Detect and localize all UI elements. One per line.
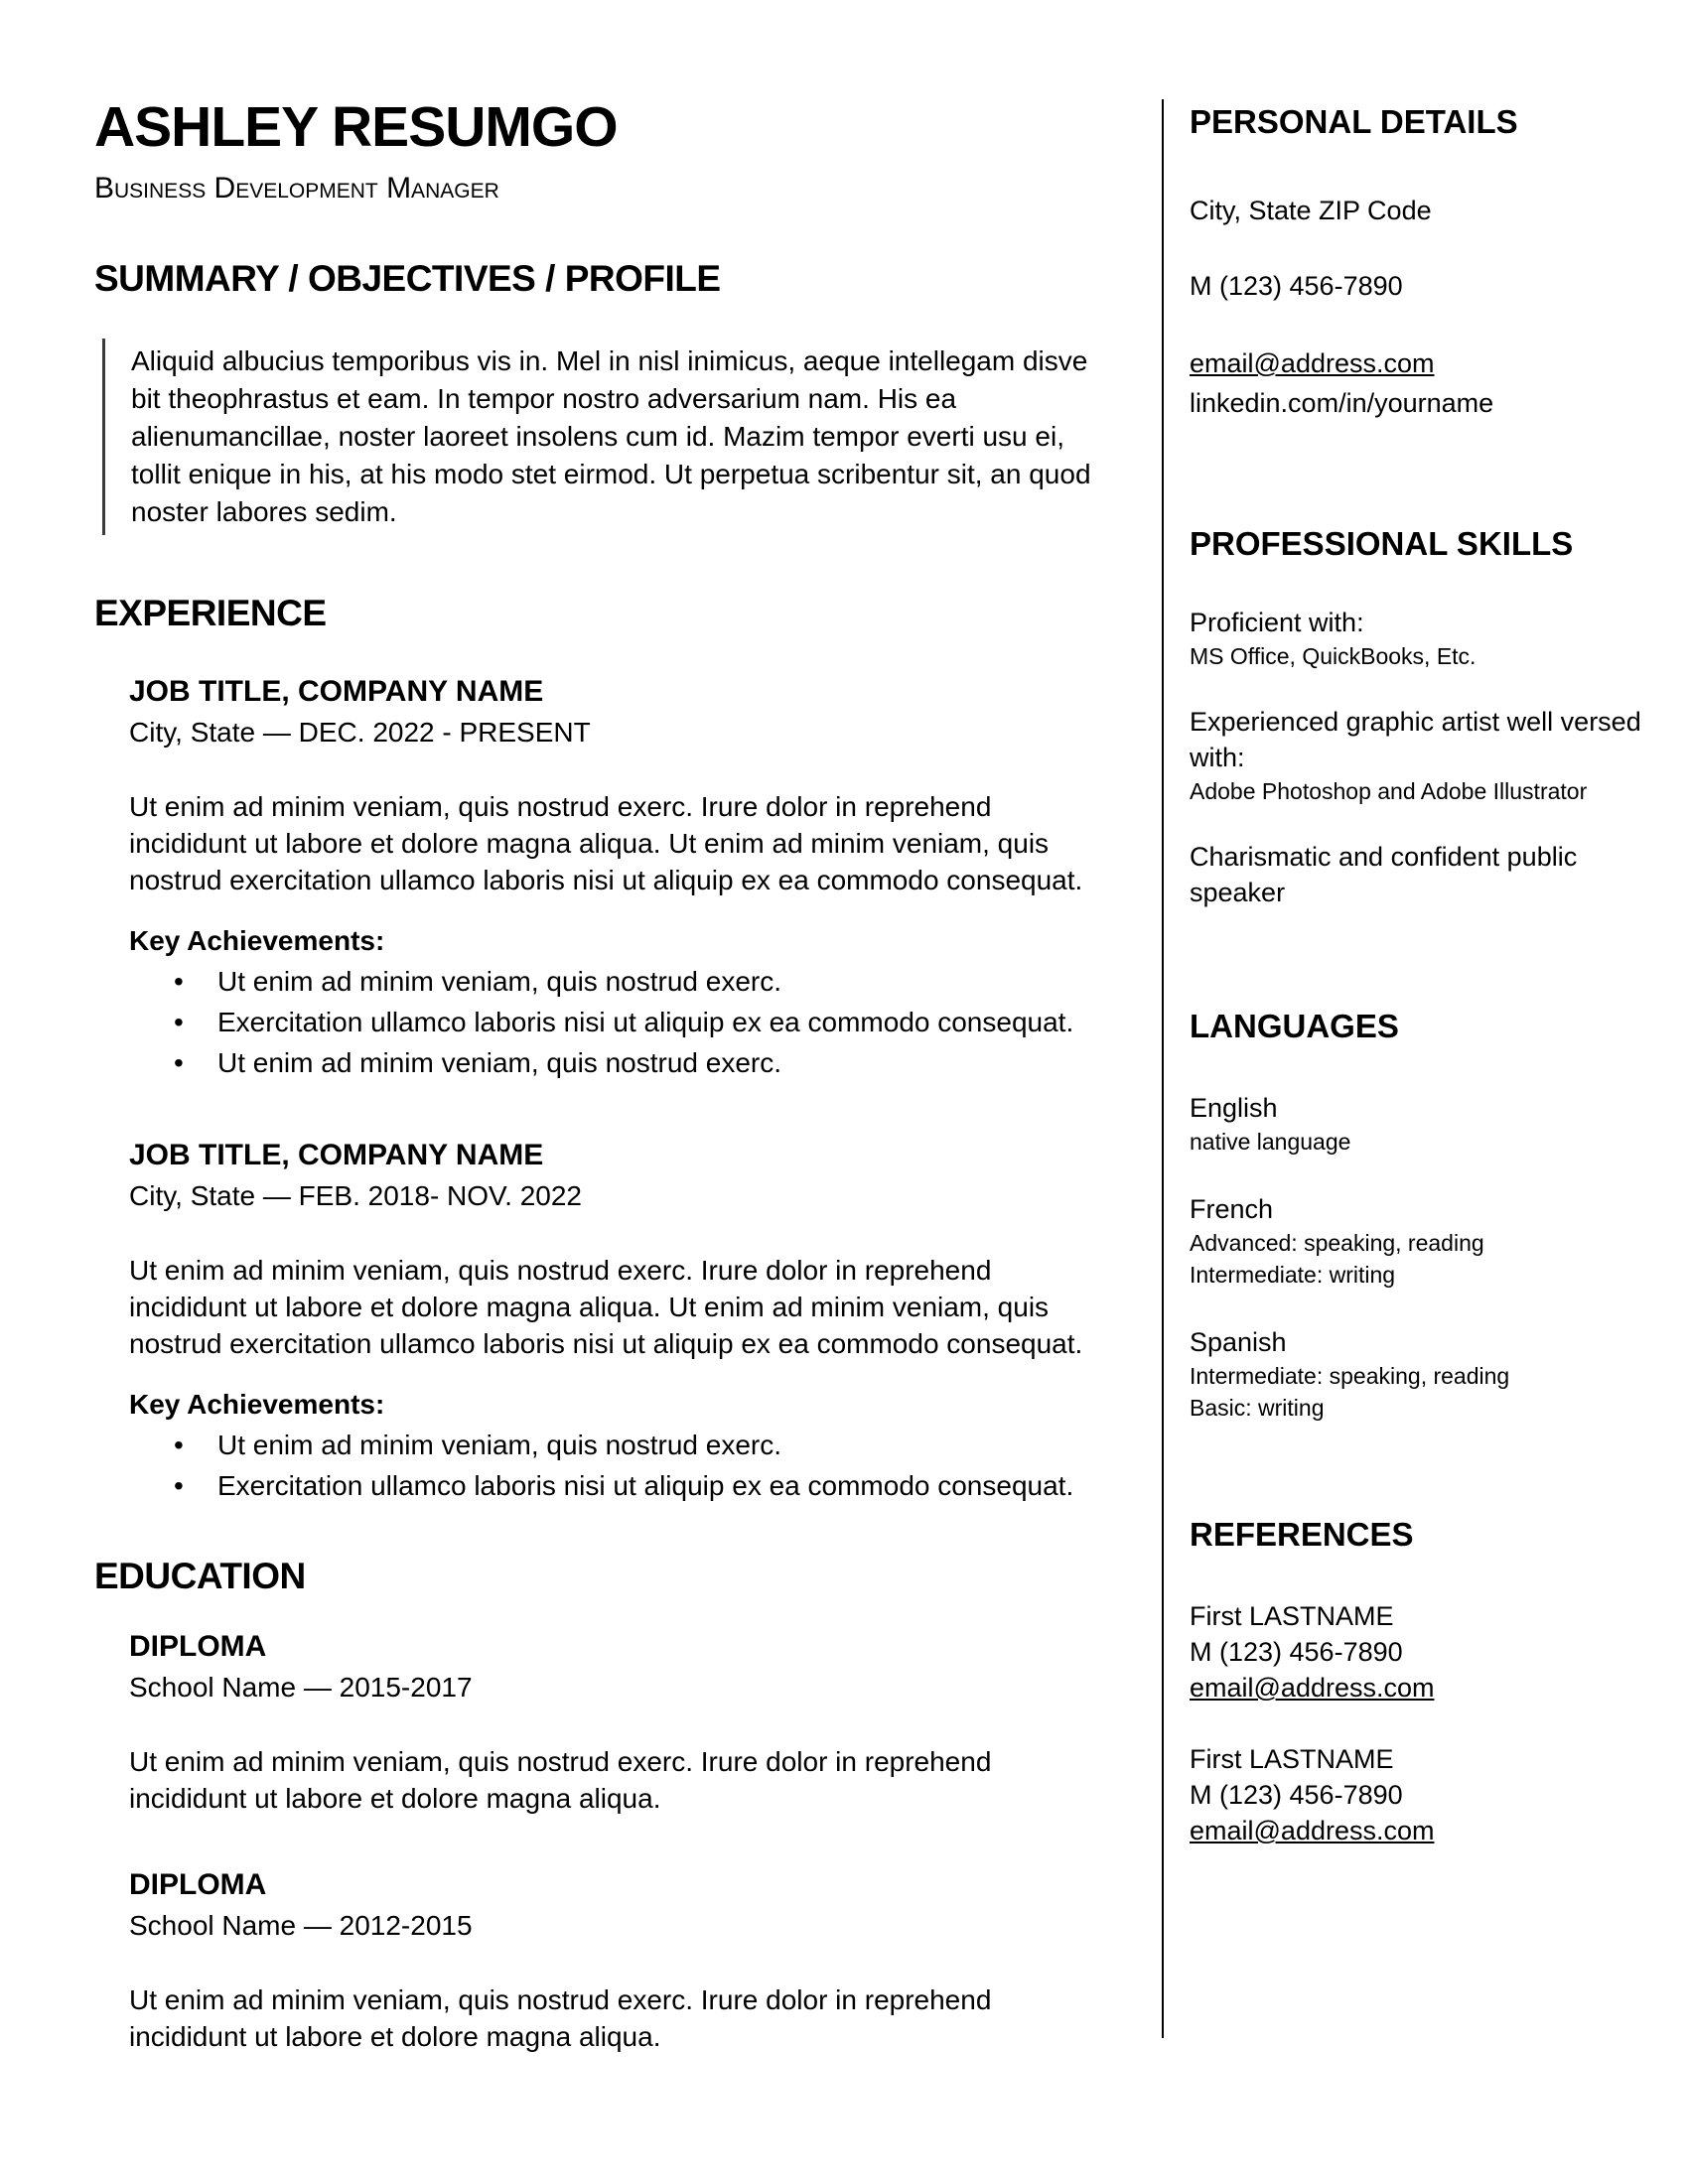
skill-group — [1190, 704, 1648, 807]
achievement-item: • Exercitation ullamco laboris nisi ut aliquip ex ea commodo consequat. — [174, 1002, 1107, 1042]
job-description: Ut enim ad minim veniam, quis nostrud exerc. Irure dolor in reprehend incididunt ut labore et dolore magna aliqua. Ut enim ad minim veniam, quis nostrud exercitation ullamco laboris nisi ut aliquip ex ea commodo consequat. — [129, 1255, 1083, 1359]
reference-name: First LASTNAME — [1190, 1744, 1394, 1774]
job-entry — [129, 1139, 1107, 1506]
candidate-job-title: Business Development Manager — [94, 172, 499, 205]
reference-email-link[interactable]: email@address.com — [1190, 1673, 1435, 1703]
education-heading: EDUCATION — [94, 1556, 306, 1596]
school-dates: School Name — 2015-2017 — [129, 1672, 473, 1703]
references-heading: REFERENCES — [1190, 1516, 1414, 1553]
language-name: French — [1190, 1194, 1274, 1224]
language-item — [1190, 1191, 1648, 1291]
language-level: Intermediate: speaking, reading — [1190, 1363, 1510, 1389]
language-level: Basic: writing — [1190, 1395, 1325, 1421]
education-description: Ut enim ad minim veniam, quis nostrud exerc. Irure dolor in reprehend incididunt ut labore et dolore magna aliqua. — [129, 1984, 992, 2052]
job-location-dates: City, State — DEC. 2022 - PRESENT — [129, 717, 591, 748]
degree-title: DIPLOMA — [129, 1630, 267, 1663]
job-location-dates: City, State — FEB. 2018- NOV. 2022 — [129, 1180, 582, 1211]
reference-item — [1190, 1741, 1648, 1848]
reference-item — [1190, 1598, 1648, 1706]
languages-section — [1190, 1010, 1648, 1424]
language-item — [1190, 1324, 1648, 1424]
achievements-list — [129, 961, 1107, 1083]
professional-skills-section — [1190, 527, 1648, 910]
skill-detail: Adobe Photoshop and Adobe Illustrator — [1190, 778, 1588, 804]
linkedin-handle: linkedin.com/in/yourname — [1190, 388, 1494, 418]
language-item — [1190, 1090, 1648, 1158]
candidate-name: ASHLEY RESUMGO — [94, 95, 618, 159]
achievement-item: • Ut enim ad minim veniam, quis nostrud exerc. — [174, 1425, 1107, 1465]
achievements-label: Key Achievements: — [129, 1389, 385, 1420]
language-level: Intermediate: writing — [1190, 1262, 1396, 1288]
skill-label: Proficient with: — [1190, 608, 1364, 637]
reference-phone: M (123) 456-7890 — [1190, 1780, 1403, 1810]
education-entry — [129, 1868, 1107, 2055]
experience-section — [94, 595, 1107, 1506]
education-entry — [129, 1630, 1107, 1817]
achievements-label: Key Achievements: — [129, 925, 385, 956]
language-level: Advanced: speaking, reading — [1190, 1230, 1484, 1256]
professional-skills-heading: PROFESSIONAL SKILLS — [1190, 525, 1574, 562]
personal-details-heading: PERSONAL DETAILS — [1190, 103, 1518, 140]
email-link[interactable]: email@address.com — [1190, 348, 1435, 378]
personal-details-section — [1190, 105, 1648, 423]
references-section — [1190, 1518, 1648, 1848]
phone-number: M (123) 456-7890 — [1190, 271, 1403, 301]
job-description: Ut enim ad minim veniam, quis nostrud exerc. Irure dolor in reprehend incididunt ut labore et dolore magna aliqua. Ut enim ad minim veniam, quis nostrud exercitation ullamco laboris nisi ut aliquip ex ea commodo consequat. — [129, 791, 1083, 895]
education-description: Ut enim ad minim veniam, quis nostrud exerc. Irure dolor in reprehend incididunt ut labore et dolore magna aliqua. — [129, 1746, 992, 1814]
resume-header — [94, 95, 1107, 205]
address-line: City, State ZIP Code — [1190, 196, 1432, 225]
skill-group — [1190, 605, 1648, 672]
summary-text: Aliquid albucius temporibus vis in. Mel in nisl inimicus, aeque intellegam disve bit theophrastus et eam. In tempor nostro adversarium nam. His ea alienumancillae, noster laoreet insolens cum id. Mazim tempor everti usu ei, tollit enique in his, at his modo stet eirmod. Ut perpetua scribentur sit, an quod noster labores sedim. — [102, 339, 1107, 535]
skill-label: Experienced graphic artist well versed with: — [1190, 707, 1641, 772]
sidebar-column — [1164, 99, 1648, 2184]
language-level: native language — [1190, 1129, 1351, 1155]
language-name: English — [1190, 1093, 1278, 1123]
degree-title: DIPLOMA — [129, 1868, 267, 1901]
achievement-item: • Ut enim ad minim veniam, quis nostrud exerc. — [174, 1042, 1107, 1083]
skill-label: Charismatic and confident public speaker — [1190, 842, 1578, 907]
language-name: Spanish — [1190, 1327, 1287, 1357]
school-dates: School Name — 2012-2015 — [129, 1910, 473, 1941]
summary-section — [94, 260, 1107, 535]
reference-name: First LASTNAME — [1190, 1601, 1394, 1631]
job-title: JOB TITLE, COMPANY NAME — [129, 1139, 544, 1171]
skill-group — [1190, 839, 1648, 910]
summary-heading: SUMMARY / OBJECTIVES / PROFILE — [94, 258, 721, 299]
languages-heading: LANGUAGES — [1190, 1008, 1399, 1044]
reference-email-link[interactable]: email@address.com — [1190, 1816, 1435, 1845]
job-entry — [129, 675, 1107, 1083]
achievement-item: • Exercitation ullamco laboris nisi ut aliquip ex ea commodo consequat. — [174, 1465, 1107, 1506]
reference-phone: M (123) 456-7890 — [1190, 1637, 1403, 1667]
achievement-item: • Ut enim ad minim veniam, quis nostrud exerc. — [174, 961, 1107, 1002]
education-section — [94, 1558, 1107, 2055]
main-column — [94, 95, 1162, 2184]
skill-detail: MS Office, QuickBooks, Etc. — [1190, 643, 1477, 669]
achievements-list — [129, 1425, 1107, 1506]
experience-heading: EXPERIENCE — [94, 593, 327, 633]
contact-links — [1190, 343, 1648, 423]
job-title: JOB TITLE, COMPANY NAME — [129, 675, 544, 708]
